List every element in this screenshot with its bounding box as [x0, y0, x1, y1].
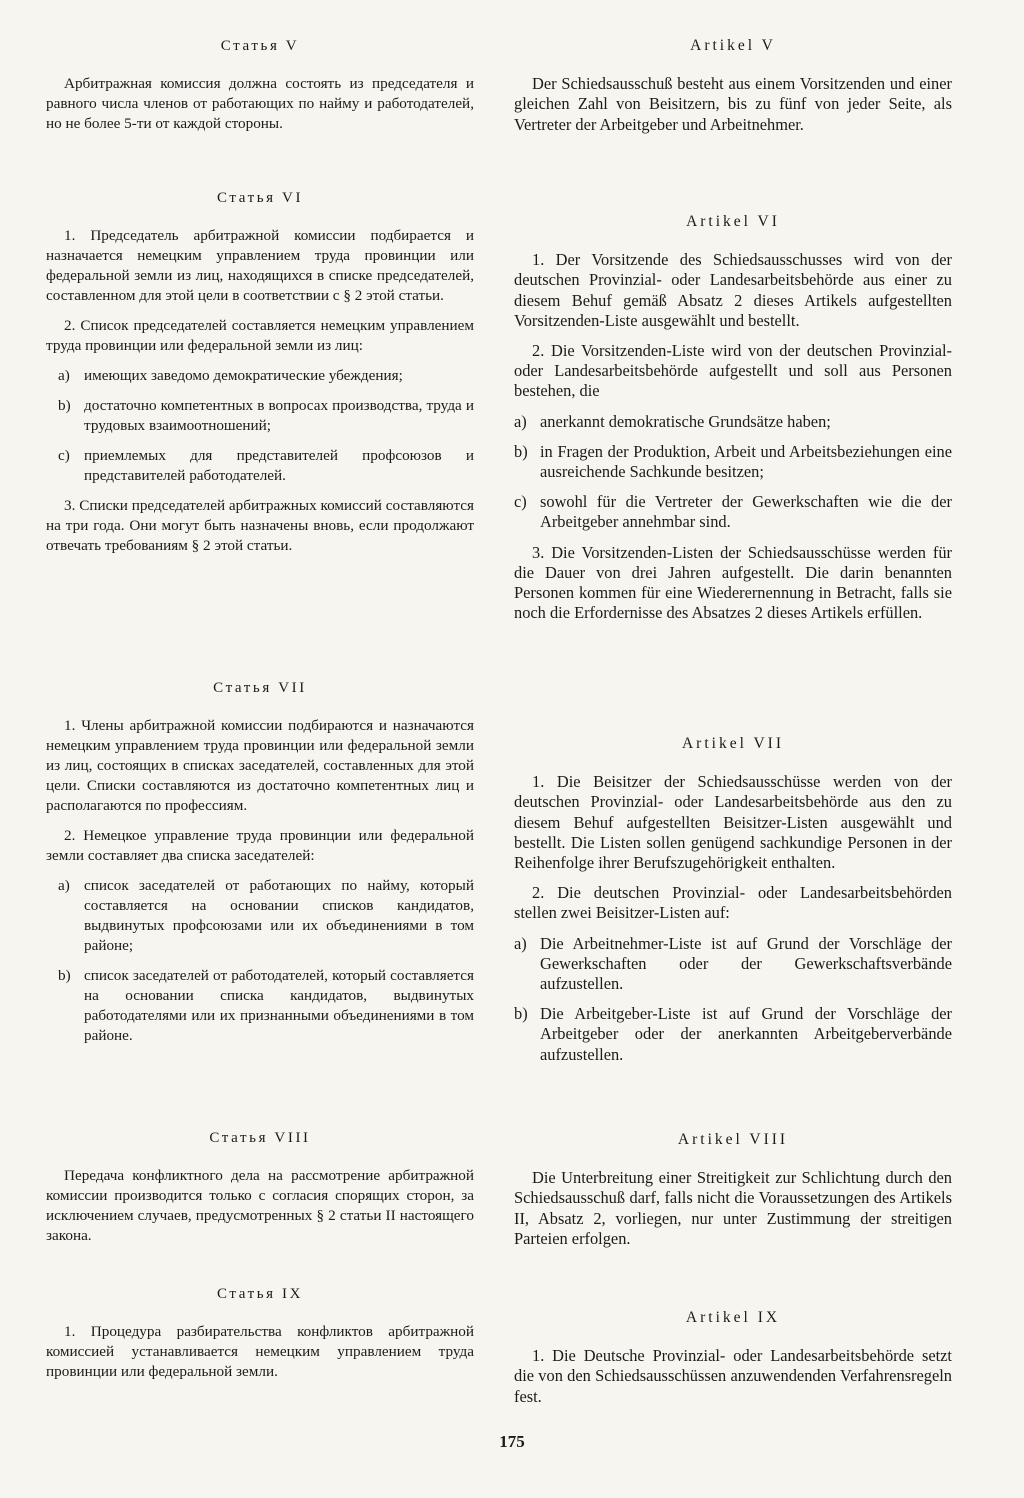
de-article-9-para-1: 1. Die Deutsche Provinzial- oder Landesarbeitsbehörde setzt die von den Schiedsausschüssen anzuwendenden Verfahrensregeln fest. [514, 1346, 952, 1406]
ru-article-9-para-1: 1. Процедура разбирательства конфликтов арбитражной комиссией устанавливается немецким управлением труда провинции или федеральной земли. [46, 1323, 474, 1380]
item-marker: a) [58, 367, 70, 384]
de-article-7 [514, 734, 952, 1075]
de-article-6-para-3: 3. Die Vorsitzenden-Listen der Schiedsausschüsse werden für die Dauer von drei Jahren aufgestellt. Die darin benannten Personen kommen für eine Wiederernennung in Betracht, falls sie noch die Erfordernisse des Absatzes 2 dieses Artikels erfüllen. [514, 542, 952, 623]
item-text: имеющих заведомо демократические убеждения; [84, 367, 403, 384]
item-text: приемлемых для представителей профсоюзов и представителей работодателей. [84, 447, 474, 484]
ru-article-5-para-1: Арбитражная комиссия должна состоять из председателя и равного числа членов от работающих по найму и работодателей, но не более 5-ти от каждой стороны. [46, 75, 474, 132]
de-article-5-para-1: Der Schiedsausschuß besteht aus einem Vorsitzenden und einer gleichen Zahl von Beisitzern, bis zu fünf von jeder Seite, als Vertreter der Arbeitgeber und Arbeitnehmer. [514, 74, 952, 134]
item-marker: a) [514, 411, 527, 431]
ru-article-6-item-b [46, 396, 474, 436]
page-number: 175 [499, 1432, 525, 1451]
item-marker: b) [58, 967, 71, 984]
de-article-6-para-1: 1. Der Vorsitzende des Schiedsausschusses wird von der deutschen Provinzial- oder Landesarbeitsbehörde aus einer zu diesem Behuf gemäß Absatz 2 dieses Artikels aufgestellten Vorsitzenden-Liste ausgewählt und bestellt. [514, 250, 952, 330]
item-text: список заседателей от работодателей, который составляется на основании списка кандидатов, выдвинутых работодателями или их признанными объединениями в том районе. [84, 967, 474, 1044]
ru-article-6-item-c [46, 446, 474, 486]
item-marker: b) [514, 1004, 528, 1024]
item-marker: a) [58, 877, 70, 894]
ru-article-6-para-2: 2. Список председателей составляется немецким управлением труда провинции или федеральной земли из лиц: [46, 317, 474, 354]
item-text: достаточно компетентных в вопросах производства, труда и трудовых взаимоотношений; [84, 397, 474, 434]
ru-article-7-item-b [46, 966, 474, 1046]
item-text: sowohl für die Vertreter der Gewerkschaften wie die der Arbeitgeber annehmbar sind. [540, 492, 952, 532]
item-text: in Fragen der Produktion, Arbeit und Arbeitsbeziehungen eine ausreichende Sachkunde besitzen; [540, 441, 952, 482]
item-marker: c) [58, 447, 70, 464]
ru-article-7-para-2: 2. Немецкое управление труда провинции или федеральной земли составляет два списка заседателей: [46, 827, 474, 864]
ru-article-7-heading: Статья VII [213, 680, 307, 696]
ru-article-6-heading: Статья VI [216, 190, 304, 206]
de-article-8-heading: Artikel VIII [677, 1131, 789, 1148]
de-article-9 [514, 1308, 952, 1417]
ru-article-6-para-1: 1. Председатель арбитражной комиссии подбирается и назначается немецким управлением труда провинции или федеральной земли из лиц, находящихся в списке председателей, составленном для этой цели в соответствии с § 2 этой статьи. [46, 227, 474, 304]
item-text: anerkannt demokratische Grundsätze haben; [540, 411, 831, 431]
ru-article-7 [46, 678, 474, 1056]
item-marker: b) [514, 441, 528, 461]
de-article-8 [514, 1130, 952, 1259]
ru-article-5 [46, 36, 474, 144]
item-marker: b) [58, 397, 71, 414]
de-article-7-para-2: 2. Die deutschen Provinzial- oder Landesarbeitsbehörden stellen zwei Beisitzer-Listen auf: [514, 883, 952, 923]
de-article-5-heading: Artikel V [690, 37, 776, 54]
de-article-7-item-a [514, 934, 952, 995]
item-text: Die Arbeitnehmer-Liste ist auf Grund der Vorschläge der Gewerkschaften oder der Gewerkschaftsverbände aufzustellen. [540, 933, 952, 994]
ru-article-8-para-1: Передача конфликтного дела на рассмотрение арбитражной комиссии производится только с согласия спорящих сторон, за исключением случаев, предусмотренных § 2 статьи II настоящего закона. [46, 1167, 474, 1244]
ru-article-9-heading: Статья IX [216, 1286, 304, 1302]
ru-article-8 [46, 1128, 474, 1256]
ru-article-7-item-a [46, 876, 474, 956]
de-article-9-heading: Artikel IX [685, 1309, 781, 1326]
ru-article-9 [46, 1284, 474, 1392]
de-article-8-para-1: Die Unterbreitung einer Streitigkeit zur Schlichtung durch den Schiedsausschuß darf, falls nicht die Voraussetzungen des Artikels II, Absatz 2, vorliegen, nur unter Zustimmung der streitigen Parteien erfolgen. [514, 1168, 952, 1248]
ru-article-7-para-1: 1. Члены арбитражной комиссии подбираются и назначаются немецким управлением труда провинции или федеральной земли из лиц, состоящих в списках заседателей, составленных для этой цели. Списки составляются из достаточно компетентных лиц и располагаются по профессиям. [46, 717, 474, 814]
de-article-6-item-a [514, 412, 952, 432]
de-article-6-item-b [514, 442, 952, 482]
ru-article-5-heading: Статья V [220, 38, 300, 54]
de-article-6-heading: Artikel VI [686, 213, 780, 230]
item-text: список заседателей от работающих по найму, который составляется на основании списков кандидатов, выдвинутых профсоюзами или их объединениями в том районе; [84, 877, 474, 954]
de-article-6-para-2: 2. Die Vorsitzenden-Liste wird von der deutschen Provinzial- oder Landesarbeitsbehörde aufgestellt und soll aus Personen bestehen, die [514, 341, 952, 401]
item-marker: a) [514, 933, 527, 953]
item-text: Die Arbeitgeber-Liste ist auf Grund der Vorschläge der Arbeitgeber oder der anerkannten Arbeitgeberverbände aufzustellen. [540, 1004, 952, 1064]
ru-article-6-item-a [46, 366, 474, 386]
de-article-6-item-c [514, 492, 952, 532]
de-article-6 [514, 212, 952, 633]
de-article-7-item-b [514, 1004, 952, 1065]
item-marker: c) [514, 492, 527, 512]
de-article-5 [514, 36, 952, 145]
ru-article-8-heading: Статья VIII [209, 1130, 311, 1146]
ru-article-6 [46, 188, 474, 566]
de-article-7-para-1: 1. Die Beisitzer der Schiedsausschüsse werden von der deutschen Provinzial- oder Landesarbeitsbehörde aus den zu diesem Behuf aufgestellten Beisitzer-Listen ausgewählt und bestellt. Die Listen sollen genügend sachkundige Personen in der Reihenfolge ihrer Berufszugehörigkeit enthalten. [514, 772, 952, 873]
ru-article-6-para-3: 3. Списки председателей арбитражных комиссий составляются на три года. Они могут быть назначены вновь, если продолжают отвечать требованиям § 2 этой статьи. [46, 497, 474, 554]
de-article-7-heading: Artikel VII [681, 735, 785, 752]
